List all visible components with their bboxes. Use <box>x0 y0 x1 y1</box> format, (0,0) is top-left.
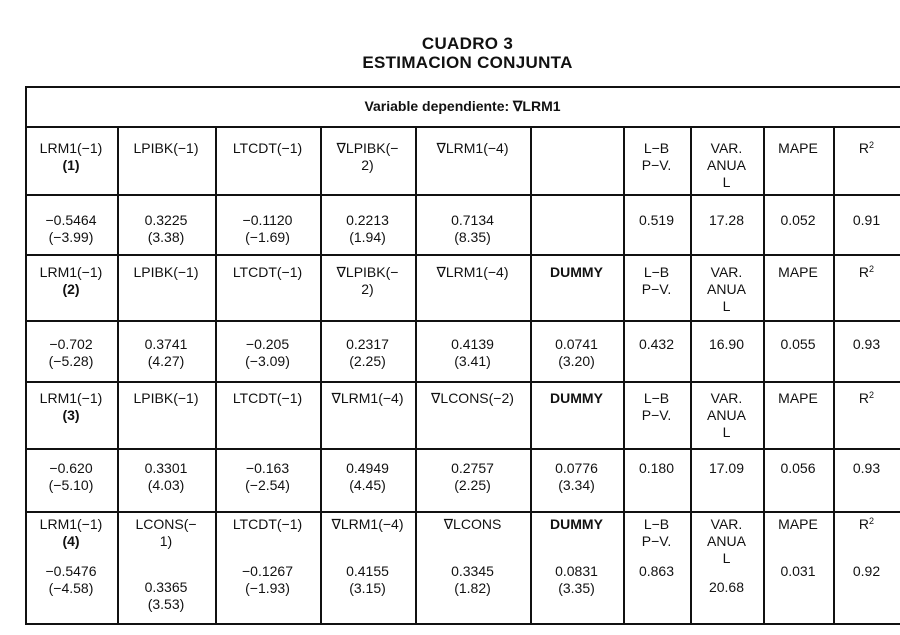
value-cell: 0.3741 (4.27) <box>144 336 188 369</box>
header-cell <box>836 264 897 281</box>
header-cell: ∇LRM1(−4) <box>436 140 509 156</box>
header-cell: MAPE <box>778 264 818 280</box>
header-cell: LTCDT(−1) <box>232 140 303 156</box>
table-title: CUADRO 3 <box>421 34 514 53</box>
value-cell: 0.180 <box>638 460 675 476</box>
r-squared-exponent: 2 <box>869 264 875 274</box>
header-cell: VAR. ANUA L <box>707 516 746 566</box>
row-divider <box>25 320 900 322</box>
header-cell: DUMMY <box>550 264 603 280</box>
header-cell: L−B P−V. <box>641 516 672 549</box>
row-divider <box>25 511 900 513</box>
header-cell: ∇LRM1(−4) <box>436 264 509 280</box>
value-cell: 0.3365 (3.53) <box>144 579 188 612</box>
column-divider <box>833 126 835 623</box>
value-cell: 0.056 <box>780 460 816 476</box>
model-number: (1) <box>62 157 80 173</box>
r-squared-exponent: 2 <box>869 140 875 150</box>
header-cell <box>836 516 897 533</box>
value-cell: 0.2757 (2.25) <box>451 460 494 493</box>
model-number: (2) <box>62 281 80 297</box>
model-variable-label: LRM1(−1) <box>39 140 103 156</box>
header-cell: ∇LRM1(−4) <box>331 516 404 532</box>
header-cell: L−B P−V. <box>641 264 672 297</box>
r-squared-exponent: 2 <box>869 390 875 400</box>
header-cell <box>28 516 114 550</box>
value-cell: −0.1120 (−1.69) <box>242 212 293 245</box>
value-cell: 0.031 <box>780 563 816 579</box>
header-cell: ∇LPIBK(− 2) <box>336 140 399 173</box>
value-cell: 0.4949 (4.45) <box>346 460 389 493</box>
header-cell: LTCDT(−1) <box>232 390 303 406</box>
value-cell: 0.052 <box>780 212 816 228</box>
value-cell: −0.163 (−2.54) <box>245 460 290 493</box>
value-cell: −0.5464 (−3.99) <box>45 212 97 245</box>
header-cell: ∇LCONS(−2) <box>431 390 514 406</box>
value-cell: −0.702 (−5.28) <box>48 336 94 369</box>
r-squared-base: R <box>858 516 870 532</box>
value-cell: 0.0776 (3.34) <box>555 460 598 493</box>
r-squared-exponent: 2 <box>869 516 875 526</box>
value-cell: 0.7134 (8.35) <box>451 212 494 245</box>
header-cell: DUMMY <box>550 390 603 406</box>
value-cell: 0.3301 (4.03) <box>144 460 188 493</box>
value-cell: −0.205 (−3.09) <box>245 336 290 369</box>
header-cell: LPIBK(−1) <box>133 140 199 156</box>
estimation-table <box>25 86 900 624</box>
column-divider <box>530 126 532 623</box>
header-cell: VAR. ANUA L <box>707 140 746 190</box>
header-cell: DUMMY <box>550 516 603 532</box>
value-cell: 0.3345 (1.82) <box>451 563 494 596</box>
row-divider <box>25 448 900 450</box>
column-divider <box>690 126 692 623</box>
header-cell: LPIBK(−1) <box>133 264 199 280</box>
header-cell: VAR. ANUA L <box>707 390 746 440</box>
header-cell: VAR. ANUA L <box>707 264 746 314</box>
value-cell: 0.93 <box>852 460 881 476</box>
row-divider <box>25 254 900 256</box>
value-cell: 0.432 <box>638 336 675 352</box>
header-cell: LCONS(− 1) <box>135 516 197 549</box>
value-cell: 0.92 <box>852 563 881 579</box>
value-cell: 0.0831 (3.35) <box>555 563 598 596</box>
column-divider <box>763 126 765 623</box>
value-cell: 0.3225 (3.38) <box>144 212 188 245</box>
model-number: (3) <box>62 407 80 423</box>
header-cell <box>28 264 114 298</box>
column-divider <box>117 126 119 623</box>
value-cell: 0.4139 (3.41) <box>451 336 494 369</box>
r-squared-base: R <box>858 140 870 156</box>
header-cell: ∇LCONS <box>443 516 502 532</box>
value-cell: −0.620 (−5.10) <box>48 460 94 493</box>
column-divider <box>623 126 625 623</box>
value-cell: 0.2213 (1.94) <box>346 212 389 245</box>
value-cell: 0.0741 (3.20) <box>555 336 598 369</box>
table-subtitle: ESTIMACION CONJUNTA <box>362 53 573 72</box>
row-divider <box>25 381 900 383</box>
header-cell: ∇LRM1(−4) <box>331 390 404 406</box>
table-bottom-border <box>25 623 900 625</box>
column-divider <box>320 126 322 623</box>
header-cell <box>28 140 114 174</box>
value-cell: 0.055 <box>780 336 816 352</box>
dependent-variable-header: Variable dependiente: ∇LRM1 <box>364 98 561 114</box>
value-cell: 0.519 <box>638 212 675 228</box>
model-variable-label: LRM1(−1) <box>39 264 103 280</box>
value-cell: 0.863 <box>638 563 675 579</box>
header-cell: LTCDT(−1) <box>232 516 303 532</box>
value-cell: 0.91 <box>852 212 881 228</box>
value-cell: 0.2317 (2.25) <box>346 336 389 369</box>
row-divider <box>25 194 900 196</box>
value-cell: 20.68 <box>708 579 745 595</box>
value-cell: 17.28 <box>708 212 745 228</box>
header-cell: MAPE <box>778 516 818 532</box>
table-left-border <box>25 86 27 623</box>
value-cell: 16.90 <box>708 336 745 352</box>
header-cell: ∇LPIBK(− 2) <box>336 264 399 297</box>
row-divider <box>25 86 900 88</box>
header-cell: MAPE <box>778 390 818 406</box>
model-number: (4) <box>62 533 80 549</box>
value-cell: −0.1267 (−1.93) <box>242 563 293 596</box>
column-divider <box>415 126 417 623</box>
header-cell: L−B P−V. <box>641 140 672 173</box>
value-cell: 17.09 <box>708 460 745 476</box>
header-cell <box>836 390 897 407</box>
r-squared-base: R <box>858 264 870 280</box>
header-cell: LTCDT(−1) <box>232 264 303 280</box>
value-cell: 0.93 <box>852 336 881 352</box>
column-divider <box>215 126 217 623</box>
model-variable-label: LRM1(−1) <box>39 390 103 406</box>
row-divider <box>25 126 900 128</box>
header-cell: MAPE <box>778 140 818 156</box>
value-cell: 0.4155 (3.15) <box>346 563 389 596</box>
value-cell: −0.5476 (−4.58) <box>45 563 97 596</box>
r-squared-base: R <box>858 390 870 406</box>
model-variable-label: LRM1(−1) <box>39 516 103 532</box>
header-cell: L−B P−V. <box>641 390 672 423</box>
header-cell <box>836 140 897 157</box>
header-cell: LPIBK(−1) <box>133 390 199 406</box>
header-cell <box>28 390 114 424</box>
